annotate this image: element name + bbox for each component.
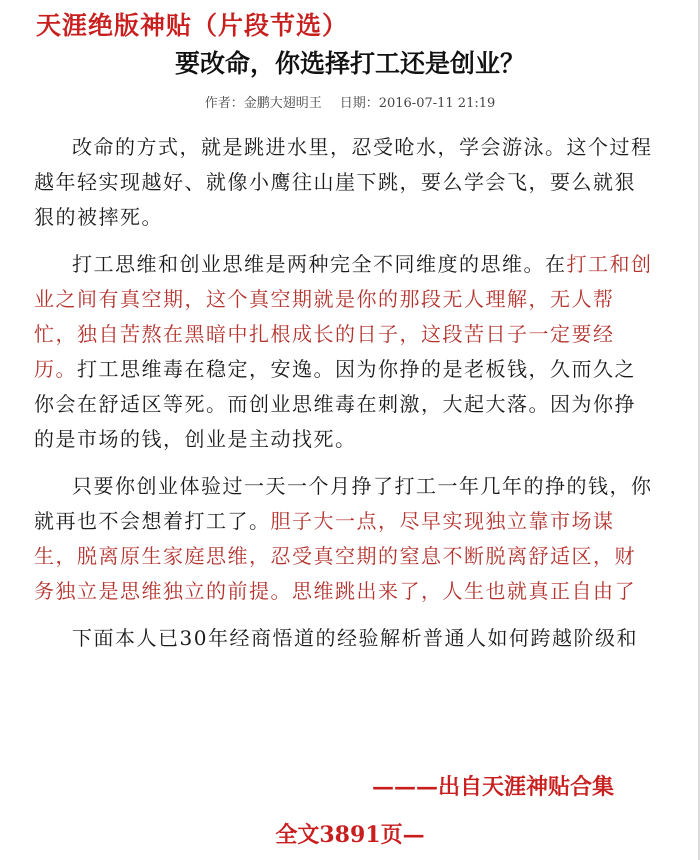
paragraph-2-highlight: 打工和创业之间有真空期，这个真空期就是你的那段无人理解，无人帮忙，独自苦熬在黑暗中扎根成长的日子，这段苦日子一定要经历。 <box>34 252 653 381</box>
article-title: 要改命，你选择打工还是创业？ <box>174 49 525 78</box>
author: 作者：金鹏大翅明王 <box>204 96 322 111</box>
paragraph-3-highlight: 胆子大一点，尽早实现独立靠市场谋生，脱离原生家庭思维，忍受真空期的窒息不断脱离舒适区，财务独立是思维独立的前提。思维跳出来了，人生也就真正自由了 <box>34 509 636 603</box>
article-body <box>34 130 654 668</box>
paragraph-3-text: 只要你创业体验过一天一个月挣了打工一年几年的挣的钱，你就再也不会想着打工了。 <box>34 474 653 533</box>
paragraph-4: 下面本人已30年经商悟道的经验解析普通人如何跨越阶级和 <box>72 626 638 650</box>
byline <box>0 92 700 111</box>
source-line: ———出自天涯神贴合集 <box>371 774 614 800</box>
paragraph-2-text-b: 打工思维毒在稳定，安逸。因为你挣的是老板钱，久而久之你会在舒适区等死。而创业思维毒在刺激，大起大落。因为你挣的是市场的钱，创业是主动找死。 <box>34 357 636 451</box>
paragraph-2 <box>34 247 654 457</box>
paragraph-3 <box>34 469 654 609</box>
paragraph-2-text-a: 打工思维和创业思维是两种完全不同维度的思维。在 <box>72 252 567 276</box>
series-title: 天涯绝版神贴（片段节选） <box>36 11 349 40</box>
post-date: 日期：2016-07-11 21:19 <box>339 96 496 111</box>
page-count: 全文3891页— <box>275 822 425 848</box>
paragraph-1: 改命的方式，就是跳进水里，忍受呛水，学会游泳。这个过程越年轻实现越好、就像小鹰往山崖下跳，要么学会飞，要么就狠狠的被摔死。 <box>34 135 653 229</box>
